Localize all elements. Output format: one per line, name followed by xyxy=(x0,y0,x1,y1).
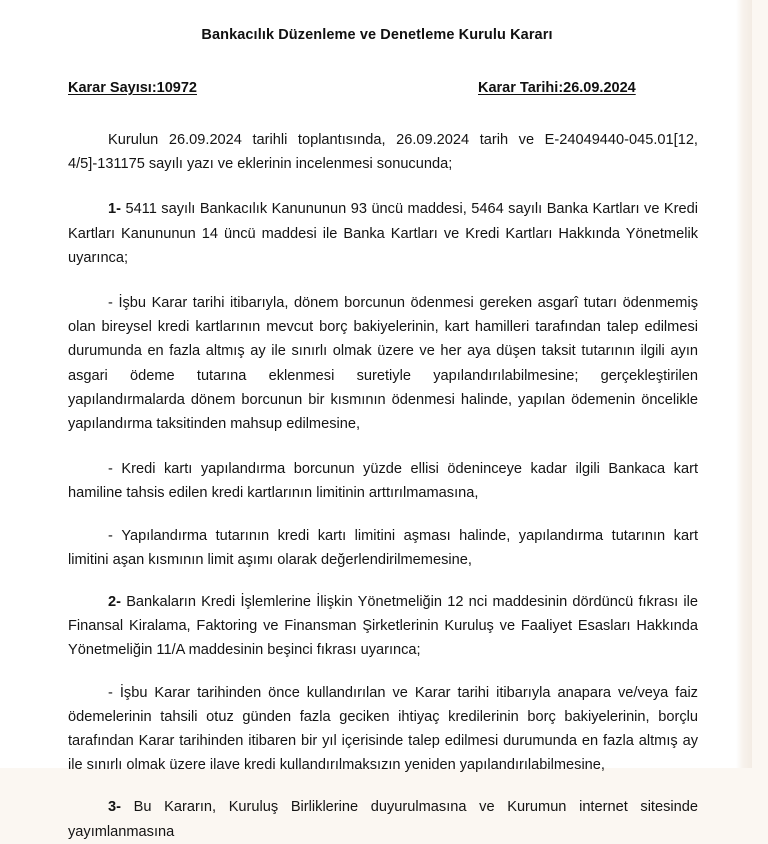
clause-marker: - xyxy=(108,684,113,701)
decision-number-label: Karar Sayısı:10972 xyxy=(68,80,197,96)
clause-marker: - xyxy=(108,527,113,544)
decision-date xyxy=(478,78,700,98)
decision-date-label: Karar Tarihi:26.09.2024 xyxy=(478,80,636,96)
clause-marker: - xyxy=(108,461,113,478)
clause-marker: 3- xyxy=(108,799,121,816)
paragraph-intro xyxy=(68,128,700,176)
paragraph-text: Kurulun 26.09.2024 tarihli toplantısında, 26.09.2024 tarih ve E-24049440-045.01[12, 4/5]-131175 sayılı yazı ve eklerinin incelenmesi sonucunda; xyxy=(68,132,698,173)
paragraph-clause-2 xyxy=(68,590,700,663)
decision-meta-row xyxy=(68,78,700,98)
paragraph-clause-1-a xyxy=(68,291,700,436)
paragraph-text: Yapılandırma tutarının kredi kartı limitini aşması halinde, yapılandırma tutarının kart limitini aşan kısmının limit aşımı olarak değerlendirilmemesine, xyxy=(68,527,698,568)
paragraph-text: 5411 sayılı Bankacılık Kanununun 93 üncü maddesi, 5464 sayılı Banka Kartları ve Kredi Kartları Kanununun 14 üncü maddesi ile Banka Kartları ve Kredi Kartları Hakkında Yönetmelik uyarınca; xyxy=(68,201,698,266)
clause-marker: 2- xyxy=(108,594,121,611)
clause-marker: 1- xyxy=(108,201,121,218)
paragraph-text: Bu Kararın, Kuruluş Birliklerine duyurulmasına ve Kurumun internet sitesinde yayımlanmasına xyxy=(68,799,698,840)
decision-number xyxy=(68,78,478,98)
paragraph-text: İşbu Karar tarihi itibarıyla, dönem borcunun ödenmesi gereken asgarî tutarı ödenmemiş olan bireysel kredi kartlarının mevcut borç bakiyelerinin, kart hamilleri tarafından talep edilmesi durumunda en fazla altmış ay ile sınırlı olmak üzere ve her aya düşen taksit tutarının ilgili ayın asgari ödeme tutarına eklenmesi suretiyle yapılandırılabilmesine; gerçekleştirilen yapılandırmalarda dönem borcunun bir kısmının ödenmesi halinde, yapılan ödemenin öncelikle yapılandırma taksitinden mahsup edilmesine, xyxy=(68,295,698,433)
clause-marker: - xyxy=(108,295,113,312)
paragraph-clause-3 xyxy=(68,795,700,843)
paragraph-clause-1-b xyxy=(68,457,700,505)
paragraph-text: Kredi kartı yapılandırma borcunun yüzde ellisi ödeninceye kadar ilgili Bankaca kart hamiline tahsis edilen kredi kartlarının limitinin arttırılmamasına, xyxy=(68,461,698,502)
paragraph-clause-1-c xyxy=(68,524,700,572)
paragraph-text: İşbu Karar tarihinden önce kullandırılan ve Karar tarihi itibarıyla anapara ve/veya faiz ödemelerinin tahsili otuz günden fazla geciken ihtiyaç kredilerinin borç bakiyelerinin, borçlu tarafından Karar tarihinden itibaren bir yıl içerisinde talep edilmesi durumunda en fazla altmış ay ile sınırlı olmak üzere ilave kredi kullandırılmaksızın yeniden yapılandırılabilmesine, xyxy=(68,684,698,774)
paragraph-clause-1 xyxy=(68,197,700,270)
paragraph-clause-2-a xyxy=(68,681,700,778)
paragraph-text: Bankaların Kredi İşlemlerine İlişkin Yönetmeliğin 12 nci maddesinin dördüncü fıkrası ile Finansal Kiralama, Faktoring ve Finansman Şirketlerinin Kuruluş ve Faaliyet Esasları Hakkında Yönetmeliğin 11/A maddesinin beşinci fıkrası uyarınca; xyxy=(68,594,698,659)
page-title: Bankacılık Düzenleme ve Denetleme Kurulu Kararı xyxy=(201,27,553,43)
